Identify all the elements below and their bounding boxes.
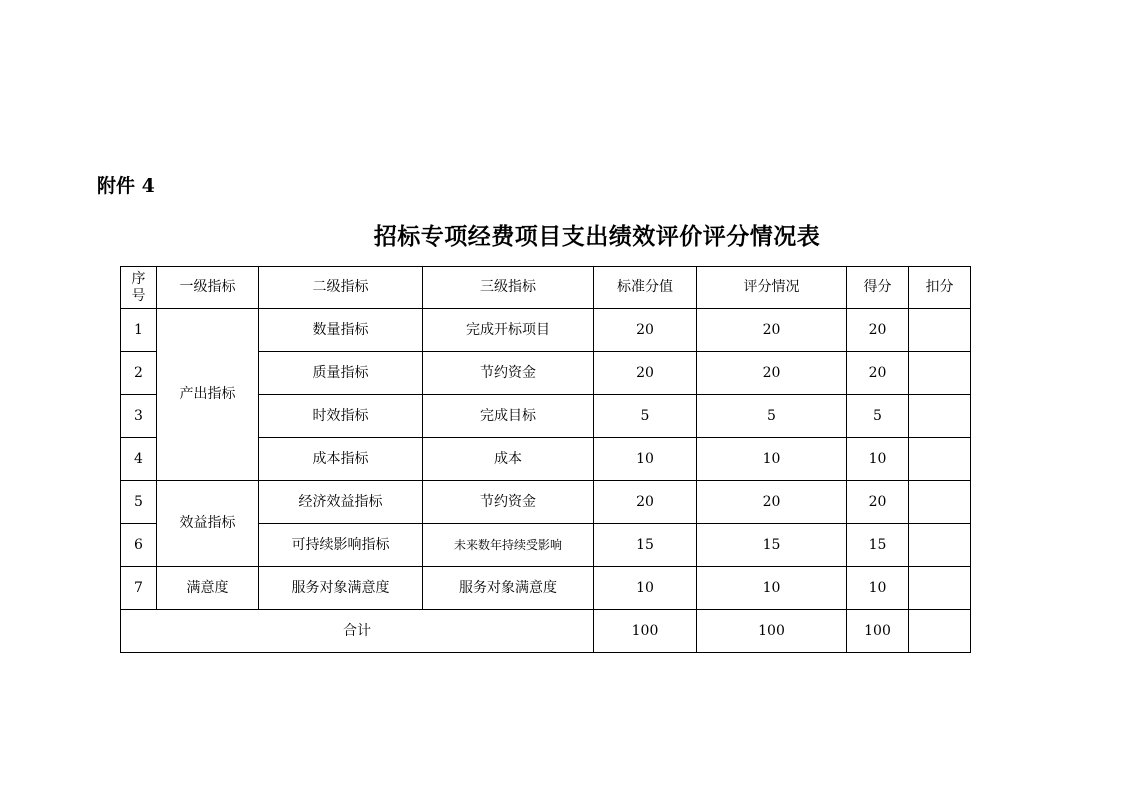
total-evaluation: 100	[697, 610, 847, 653]
total-deduction	[909, 610, 971, 653]
row-deduction	[909, 309, 971, 352]
row-level2: 经济效益指标	[259, 481, 423, 524]
header-seq-top: 序	[131, 270, 146, 287]
row-seq: 2	[121, 352, 157, 395]
header-score: 得分	[847, 267, 909, 309]
row-level3: 完成目标	[423, 395, 594, 438]
row-level3: 节约资金	[423, 352, 594, 395]
document-title: 招标专项经费项目支出绩效评价评分情况表	[373, 223, 821, 250]
total-row	[121, 610, 971, 653]
row-evaluation: 10	[697, 438, 847, 481]
row-standard: 20	[594, 352, 697, 395]
row-level2: 成本指标	[259, 438, 423, 481]
total-standard: 100	[594, 610, 697, 653]
header-level2: 二级指标	[259, 267, 423, 309]
header-seq-bottom: 号	[131, 287, 146, 304]
row-level2: 质量指标	[259, 352, 423, 395]
row-score: 15	[847, 524, 909, 567]
row-seq: 6	[121, 524, 157, 567]
header-seq	[121, 267, 157, 309]
row-level3: 成本	[423, 438, 594, 481]
header-level3: 三级指标	[423, 267, 594, 309]
row-seq: 1	[121, 309, 157, 352]
header-deduction: 扣分	[909, 267, 971, 309]
table-row	[121, 309, 971, 352]
row-score: 10	[847, 438, 909, 481]
row-score: 10	[847, 567, 909, 610]
row-standard: 15	[594, 524, 697, 567]
header-standard: 标准分值	[594, 267, 697, 309]
row-evaluation: 5	[697, 395, 847, 438]
row-level3: 服务对象满意度	[423, 567, 594, 610]
row-deduction	[909, 567, 971, 610]
row-score: 5	[847, 395, 909, 438]
row-level3: 节约资金	[423, 481, 594, 524]
row-deduction	[909, 395, 971, 438]
row-standard: 5	[594, 395, 697, 438]
group-satisfaction: 满意度	[157, 567, 259, 610]
header-level1: 一级指标	[157, 267, 259, 309]
row-seq: 5	[121, 481, 157, 524]
header-evaluation: 评分情况	[697, 267, 847, 309]
table-row	[121, 481, 971, 524]
row-standard: 20	[594, 309, 697, 352]
row-evaluation: 20	[697, 352, 847, 395]
row-standard: 10	[594, 567, 697, 610]
score-table	[120, 266, 971, 653]
group-output-indicator: 产出指标	[157, 309, 259, 481]
row-score: 20	[847, 352, 909, 395]
row-evaluation: 20	[697, 481, 847, 524]
row-seq: 3	[121, 395, 157, 438]
attachment-label: 附件 4	[97, 175, 155, 197]
row-level2: 服务对象满意度	[259, 567, 423, 610]
row-standard: 10	[594, 438, 697, 481]
header-row	[121, 267, 971, 309]
group-benefit-indicator: 效益指标	[157, 481, 259, 567]
row-deduction	[909, 438, 971, 481]
row-level2: 数量指标	[259, 309, 423, 352]
row-level2: 时效指标	[259, 395, 423, 438]
total-score: 100	[847, 610, 909, 653]
row-seq: 4	[121, 438, 157, 481]
row-evaluation: 15	[697, 524, 847, 567]
row-score: 20	[847, 309, 909, 352]
row-deduction	[909, 524, 971, 567]
row-evaluation: 20	[697, 309, 847, 352]
row-level3: 未来数年持续受影响	[423, 524, 594, 567]
row-deduction	[909, 481, 971, 524]
row-level2: 可持续影响指标	[259, 524, 423, 567]
row-standard: 20	[594, 481, 697, 524]
table-row	[121, 567, 971, 610]
total-label: 合计	[121, 610, 594, 653]
row-evaluation: 10	[697, 567, 847, 610]
row-level3: 完成开标项目	[423, 309, 594, 352]
row-score: 20	[847, 481, 909, 524]
row-seq: 7	[121, 567, 157, 610]
row-deduction	[909, 352, 971, 395]
